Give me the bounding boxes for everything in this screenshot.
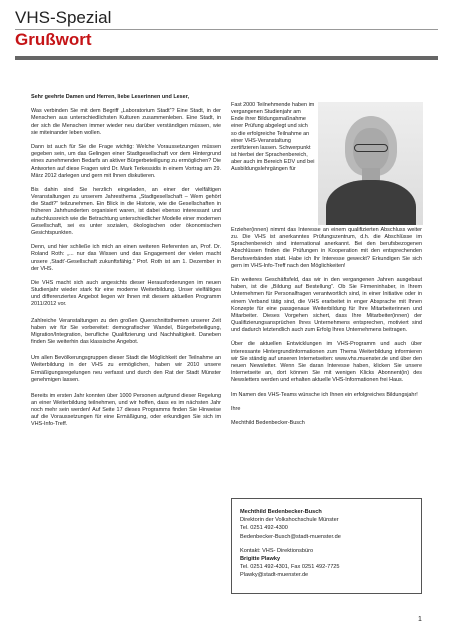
paragraph: Zahlreiche Veranstaltungen zu den großen Querschnittsthemen unserer Zeit haben wir für Sie vorbereitet: demografischer Wandel, Bürgerbeteiligung, Migration/Integration, berufliche Qualifizierung und Nachhaltigkeit. Daneben finden Sie weiterhin das klassische Angebot. [31, 317, 221, 346]
office-name: Brigitte Plawky [240, 556, 281, 563]
paragraph: Dann ist auch für Sie die Frage wichtig: Welche Voraussetzungen müssen gegeben sein, um das Gelingen einer Stadtgesellschaft vor dem Hintergrund eines zunehmenden Bedarfs an aktiver Bürgerbeteiligung zu ermöglichen? Die Antworten auf diese Fragen wird Dr. Mark Terkessidis in einem Vortrag am 29. März 2012 darlegen und gern mit Ihnen diskutieren. [31, 144, 221, 179]
paragraph: Ein weiteres Geschäftsfeld, das wir in den vergangenen Jahren ausgebaut haben, ist die „Bildung auf Bestellung“. Ob Sie Firmeninhaber, in Ihrem Unternehmen für Personalfragen verantwortlich sind, in einer Initiative oder in einem Verband tätig sind, die VHS erarbeitet in enger Absprache mit Ihnen Konzepte für eine passgenaue Weiterbildung für Ihre Mitarbeiterinnen und Mitarbeiter. Dieses Vorgehen sichert, dass Ihre Mitarbeiter(innen) der Qualifizierungsansprüchen Ihres Unternehmens entsprechen, motiviert sind und dadurch letztendlich auch zum Erfolg Ihres Unternehmens beitragen. [231, 277, 422, 334]
signature: Mechthild Bedenbecker-Busch [231, 420, 305, 427]
page-header [0, 0, 453, 56]
section-label: VHS-Spezial [15, 8, 112, 27]
paragraph: Erzieher(innen) nimmt das Interesse an einem qualifizierten Abschluss weiter zu. Die VHS ist anerkanntes Prüfungszentrum, d.h. die Abschlüsse im Sprachenbereich sind international anerkannt. Bei den berufsbezogenen Abschlüssen finden die Prüfungen in Kooperation mit den entsprechenden Berufsverbänden statt. Habe ich Ihr Interesse geweckt? Erkundigen Sie sich gern im VHS-Info-Treff nach den Möglichkeiten! [231, 227, 422, 269]
greeting: Sehr geehrte Damen und Herren, liebe Leserinnen und Leser, [31, 94, 190, 100]
paragraph: Bereits im ersten Jahr konnten über 1000 Personen aufgrund dieser Regelung an einer Weiterbildung teilnehmen, und wir hoffen, dass es im nächsten Jahr noch mehr sein werden! Auf Seite 17 dieses Programms finden Sie Hinweise auf die Voraussetzungen für eine Ermäßigung, oder erkundigen Sie sich im VHS-Info-Treff. [31, 392, 221, 428]
left-column [31, 94, 221, 436]
page-title: Grußwort [15, 30, 92, 49]
closing: Ihre [231, 405, 241, 412]
contact-email[interactable]: Bedenbecker-Busch@stadt-muenster.de [240, 533, 341, 540]
paragraph: Bis dahin sind Sie herzlich eingeladen, an einer der vielfältigen Veranstaltungen zu unserem Jahresthema „Stadtgesellschaft – Wem gehört die Stadt?“ teilzunehmen. Ein Blick in die Historie, wie die Gesellschaften in früheren Jahrhunderten organisiert waren, ist dabei ebenso interessant und aufschlussreich wie die Betrachtung unterschiedlicher Modelle einer modernen Gesellschaft, sei es unter sozialen, ökologischen oder ökonomischen Gesichtspunkten. [31, 186, 221, 236]
paragraph: Um allen Bevölkerungsgruppen dieser Stadt die Möglichkeit der Teilnahme an Weiterbildung in der VHS zu ermöglichen, haben wir 2010 unsere Ermäßigungsregelungen neu verfasst und durch den Rat der Stadt Münster genehmigen lassen. [31, 355, 221, 383]
paragraph: Im Namen des VHS-Teams wünsche ich Ihnen ein erfolgreiches Bildungsjahr! [231, 391, 418, 398]
portrait-glasses [354, 144, 388, 152]
contact-name: Mechthild Bedenbecker-Busch [240, 509, 322, 515]
contact-box [231, 498, 422, 594]
office-email[interactable]: Plawky@stadt-muenster.de [240, 572, 309, 579]
portrait-photo [318, 102, 423, 225]
photo-adjacent-text: Fast 2000 Teilnehmende haben im vergangenen Studienjahr am Ende ihrer Bildungsmaßnahme einer Prüfung abgelegt und sich so die erfolgreiche Teilnahme an einer VHS-Veranstaltung zertifizieren lassen. Schwerpunkt ist hierbei der Sprachenbereich, aber auch im Bereich EDV und bei Ausbildungslehrgängen für [231, 102, 315, 173]
right-column [231, 227, 422, 434]
paragraph: Die VHS macht sich auch angesichts dieser Herausforderungen im neuen Studienjahr wieder stark für eine moderne Weiterbildung. Unser vielfältiges und differenziertes Angebot liegen wir Ihnen mit diesem aktuellen Programm 2011/2012 vor. [31, 279, 221, 308]
contact-role: Direktorin der Volkshochschule Münster [240, 517, 339, 524]
header-rule-bottom [15, 56, 438, 60]
contact-phone: Tel. 0251 492-4300 [240, 525, 288, 532]
paragraph: Was verbinden Sie mit dem Begriff „Laboratorium Stadt“? Eine Stadt, in der Menschen aus unterschiedlichsten Kulturen zusammenleben. Eine Stadt, in der sich die Menschen immer wieder neu darüber verständigen müssen, wie sie miteinander leben wollen. [31, 108, 221, 136]
office-label: Kontakt: VHS- Direktionsbüro [240, 547, 314, 554]
paragraph: Über die aktuellen Entwicklungen im VHS-Programm und auch über interessante Hintergrundinformationen zum Thema Weiterbildung informieren wir Sie ständig auf unseren Internetseiten: www.vhs.muenster.de und über den neuen Newsletter. Wenn Sie daran Interesse haben, klicken Sie unsere Internetseite an, dort können Sie mit wenigen Klicks Abonnent(in) des Newsletters werden und erhalten aktuelle VHS-Informationen frei Haus. [231, 341, 422, 384]
paragraph: Denn, und hier schließe ich mich an einen weiteren Referenten an, Prof. Dr. Roland Roth: „... nur das Wissen und das Engagement der vielen macht unsere ‚Stadt‘-Gesellschaft zukunftsfähig.“ Prof. Roth ist am 1. Dezember in der VHS. [31, 244, 221, 272]
portrait-shoulders [326, 180, 416, 225]
page-number: 1 [418, 616, 422, 623]
office-phone: Tel. 0251 492-4301, Fax 0251 492-7725 [240, 564, 340, 571]
